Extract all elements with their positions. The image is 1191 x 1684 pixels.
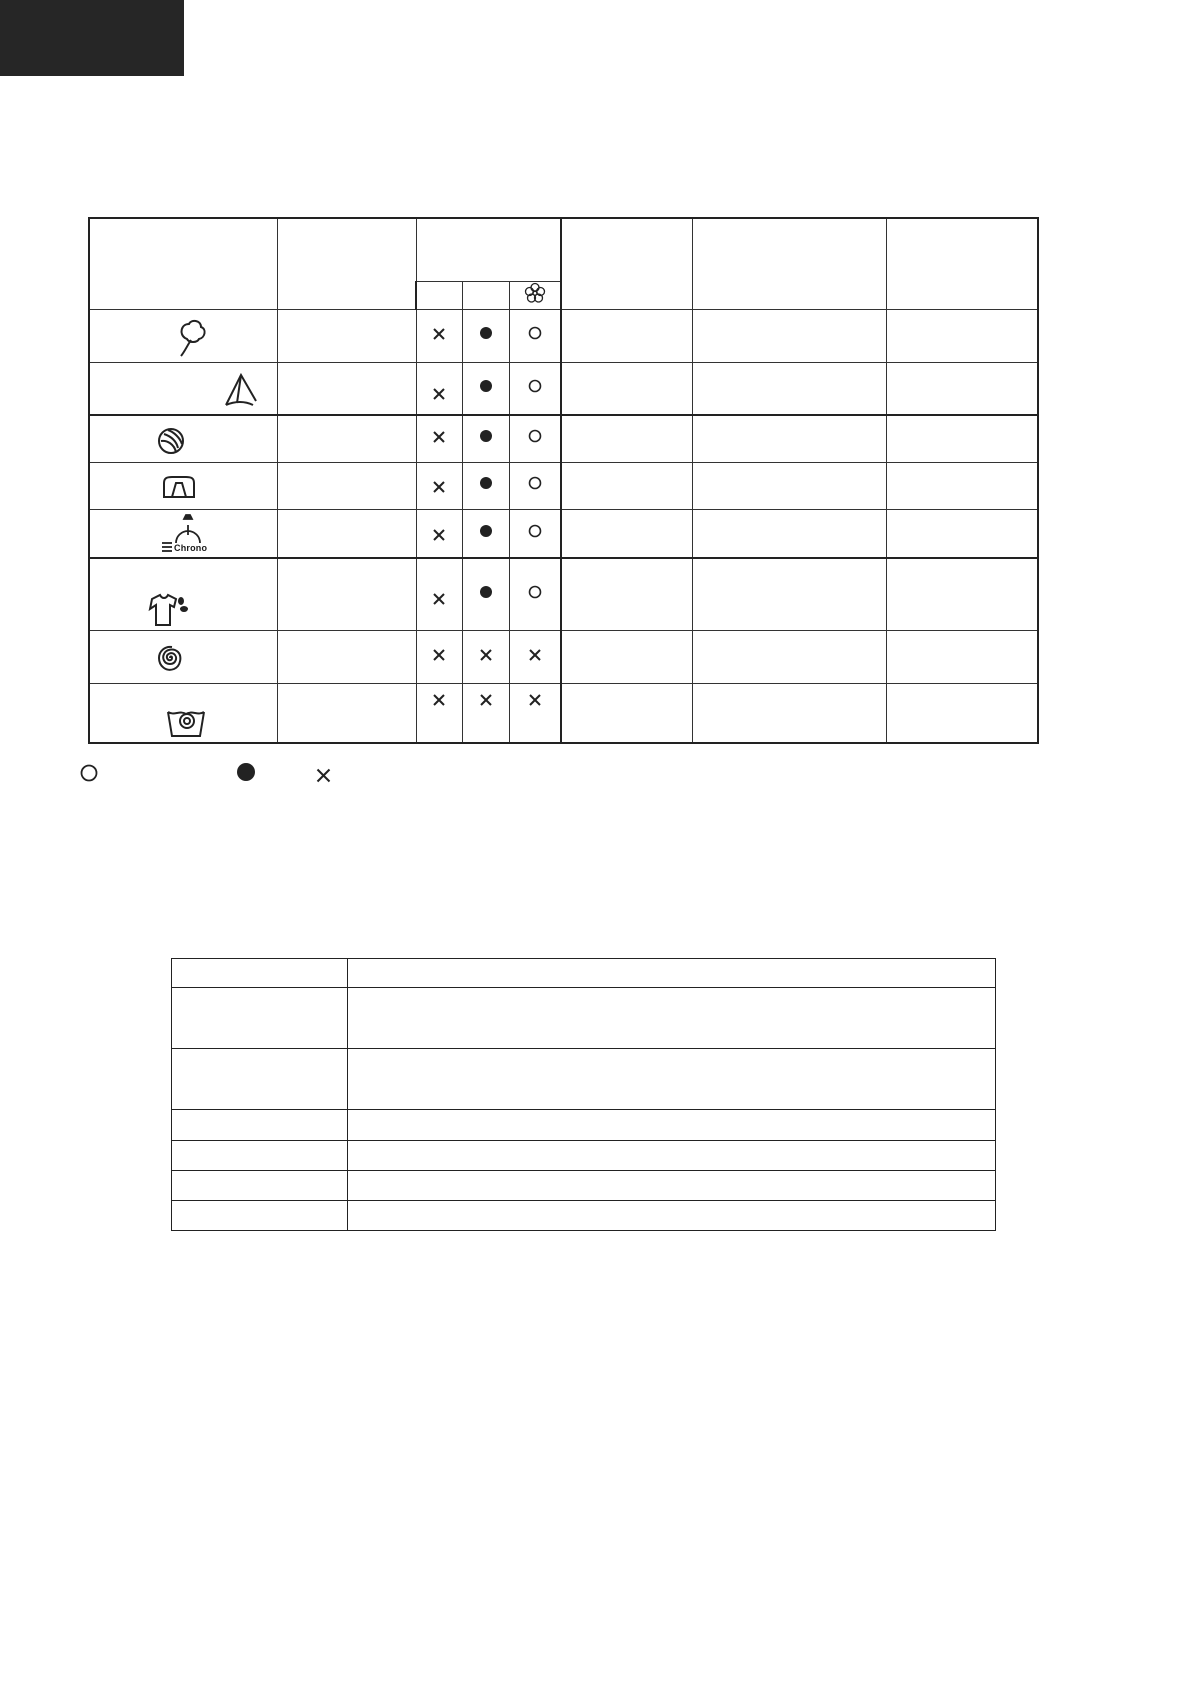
softener-flower-icon	[524, 282, 546, 304]
programme-cell	[89, 462, 277, 509]
info-key-cell	[172, 1201, 348, 1231]
mark-cell	[416, 558, 462, 630]
load-cell	[561, 415, 692, 462]
duration-cell	[692, 558, 886, 630]
mark-cell	[416, 509, 462, 558]
info-key-cell	[172, 988, 348, 1049]
table-row	[172, 988, 996, 1049]
spin-cell	[886, 362, 1038, 415]
load-cell	[561, 630, 692, 683]
legend-open-circle-icon	[80, 764, 98, 787]
cross-mark	[529, 694, 541, 706]
filled-dot-mark	[479, 379, 493, 393]
table-row	[89, 462, 1038, 509]
open-circle-mark	[528, 524, 542, 538]
load-cell	[561, 683, 692, 743]
filled-dot-mark	[479, 429, 493, 443]
filled-dot-mark	[479, 326, 493, 340]
synthetic-icon	[223, 373, 261, 407]
programme-cell	[89, 683, 277, 743]
mark-cell	[462, 630, 509, 683]
programme-cell	[89, 309, 277, 362]
table-row	[89, 630, 1038, 683]
temperature-cell	[277, 558, 416, 630]
temperature-cell	[277, 462, 416, 509]
table-row	[89, 683, 1038, 743]
info-key-cell	[172, 1110, 348, 1141]
legend-filled-dot-icon	[236, 762, 256, 787]
temperature-cell	[277, 415, 416, 462]
mark-cell	[509, 558, 561, 630]
info-value-cell	[348, 1201, 996, 1231]
programme-cell	[89, 509, 277, 558]
table-row	[89, 362, 1038, 415]
header-spin	[886, 218, 1038, 309]
mark-cell	[416, 683, 462, 743]
duration-cell	[692, 362, 886, 415]
info-value-cell	[348, 988, 996, 1049]
info-table	[171, 958, 996, 1231]
mark-cell	[462, 415, 509, 462]
mark-cell	[509, 309, 561, 362]
mark-cell	[509, 683, 561, 743]
spin-cell	[886, 415, 1038, 462]
info-value-cell	[348, 959, 996, 988]
cross-mark	[480, 694, 492, 706]
temperature-cell	[277, 309, 416, 362]
cotton-icon	[175, 318, 209, 358]
duration-cell	[692, 415, 886, 462]
table-row	[89, 558, 1038, 630]
duration-cell	[692, 462, 886, 509]
mark-cell	[509, 462, 561, 509]
legend-cross-icon	[316, 768, 331, 788]
mark-cell	[462, 309, 509, 362]
mark-cell	[509, 509, 561, 558]
mark-cell	[462, 509, 509, 558]
table-row	[89, 309, 1038, 362]
open-circle-mark	[528, 379, 542, 393]
open-circle-mark	[528, 585, 542, 599]
open-circle-mark	[528, 429, 542, 443]
header-max-load	[561, 218, 692, 309]
spin-cell	[886, 630, 1038, 683]
delicate-icon	[162, 475, 196, 499]
programme-cell	[89, 558, 277, 630]
header-prewash	[416, 281, 462, 309]
info-key-cell	[172, 959, 348, 988]
table-row	[172, 1141, 996, 1171]
cross-mark	[433, 328, 445, 340]
table-row	[172, 1171, 996, 1201]
header-programme	[89, 218, 277, 309]
table-row	[172, 1049, 996, 1110]
cross-mark	[433, 593, 445, 605]
table-row	[172, 959, 996, 988]
temperature-cell	[277, 630, 416, 683]
spin-spiral-icon	[156, 644, 184, 672]
cross-mark	[480, 649, 492, 661]
spin-cell	[886, 509, 1038, 558]
info-key-cell	[172, 1141, 348, 1171]
spin-cell	[886, 462, 1038, 509]
mark-cell	[416, 630, 462, 683]
programme-cell	[89, 415, 277, 462]
info-key-cell	[172, 1171, 348, 1201]
corner-black-tab	[0, 0, 184, 76]
header-temperature	[277, 218, 416, 309]
load-cell	[561, 509, 692, 558]
header-detergent	[416, 218, 561, 281]
mark-cell	[416, 309, 462, 362]
table-row	[172, 1110, 996, 1141]
load-cell	[561, 558, 692, 630]
open-circle-mark	[528, 476, 542, 490]
cross-mark	[433, 431, 445, 443]
mark-cell	[416, 362, 462, 415]
table-row	[172, 1201, 996, 1231]
temperature-cell	[277, 362, 416, 415]
duration-cell	[692, 309, 886, 362]
cross-mark	[433, 388, 445, 400]
programme-cell	[89, 362, 277, 415]
mark-cell	[416, 415, 462, 462]
mark-cell	[509, 415, 561, 462]
info-value-cell	[348, 1049, 996, 1110]
mark-cell	[509, 630, 561, 683]
duration-cell	[692, 630, 886, 683]
filled-dot-mark	[479, 476, 493, 490]
chrono-timer-icon	[160, 513, 208, 557]
info-value-cell	[348, 1171, 996, 1201]
header-main-wash	[462, 281, 509, 309]
filled-dot-mark	[479, 585, 493, 599]
spin-cell	[886, 309, 1038, 362]
info-key-cell	[172, 1049, 348, 1110]
mark-cell	[462, 683, 509, 743]
programme-cell	[89, 630, 277, 683]
wool-icon	[156, 426, 186, 456]
temperature-cell	[277, 509, 416, 558]
spin-cell	[886, 558, 1038, 630]
duration-cell	[692, 509, 886, 558]
cross-mark	[433, 481, 445, 493]
mark-cell	[416, 462, 462, 509]
mark-cell	[462, 558, 509, 630]
open-circle-mark	[528, 326, 542, 340]
load-cell	[561, 462, 692, 509]
temperature-cell	[277, 683, 416, 743]
table-row	[89, 509, 1038, 558]
table-row	[89, 415, 1038, 462]
cross-mark	[433, 694, 445, 706]
mark-cell	[462, 462, 509, 509]
cross-mark	[433, 529, 445, 541]
cross-mark	[433, 649, 445, 661]
info-value-cell	[348, 1141, 996, 1171]
cross-mark	[529, 649, 541, 661]
load-cell	[561, 309, 692, 362]
drum-clean-icon	[166, 708, 206, 738]
spin-cell	[886, 683, 1038, 743]
header-softener	[509, 281, 561, 309]
load-cell	[561, 362, 692, 415]
info-value-cell	[348, 1110, 996, 1141]
header-duration	[692, 218, 886, 309]
stain-shirt-icon	[146, 593, 190, 629]
duration-cell	[692, 683, 886, 743]
filled-dot-mark	[479, 524, 493, 538]
programme-table	[88, 217, 1039, 744]
chrono-label: Chrono	[174, 542, 208, 553]
mark-cell	[509, 362, 561, 415]
mark-cell	[462, 362, 509, 415]
